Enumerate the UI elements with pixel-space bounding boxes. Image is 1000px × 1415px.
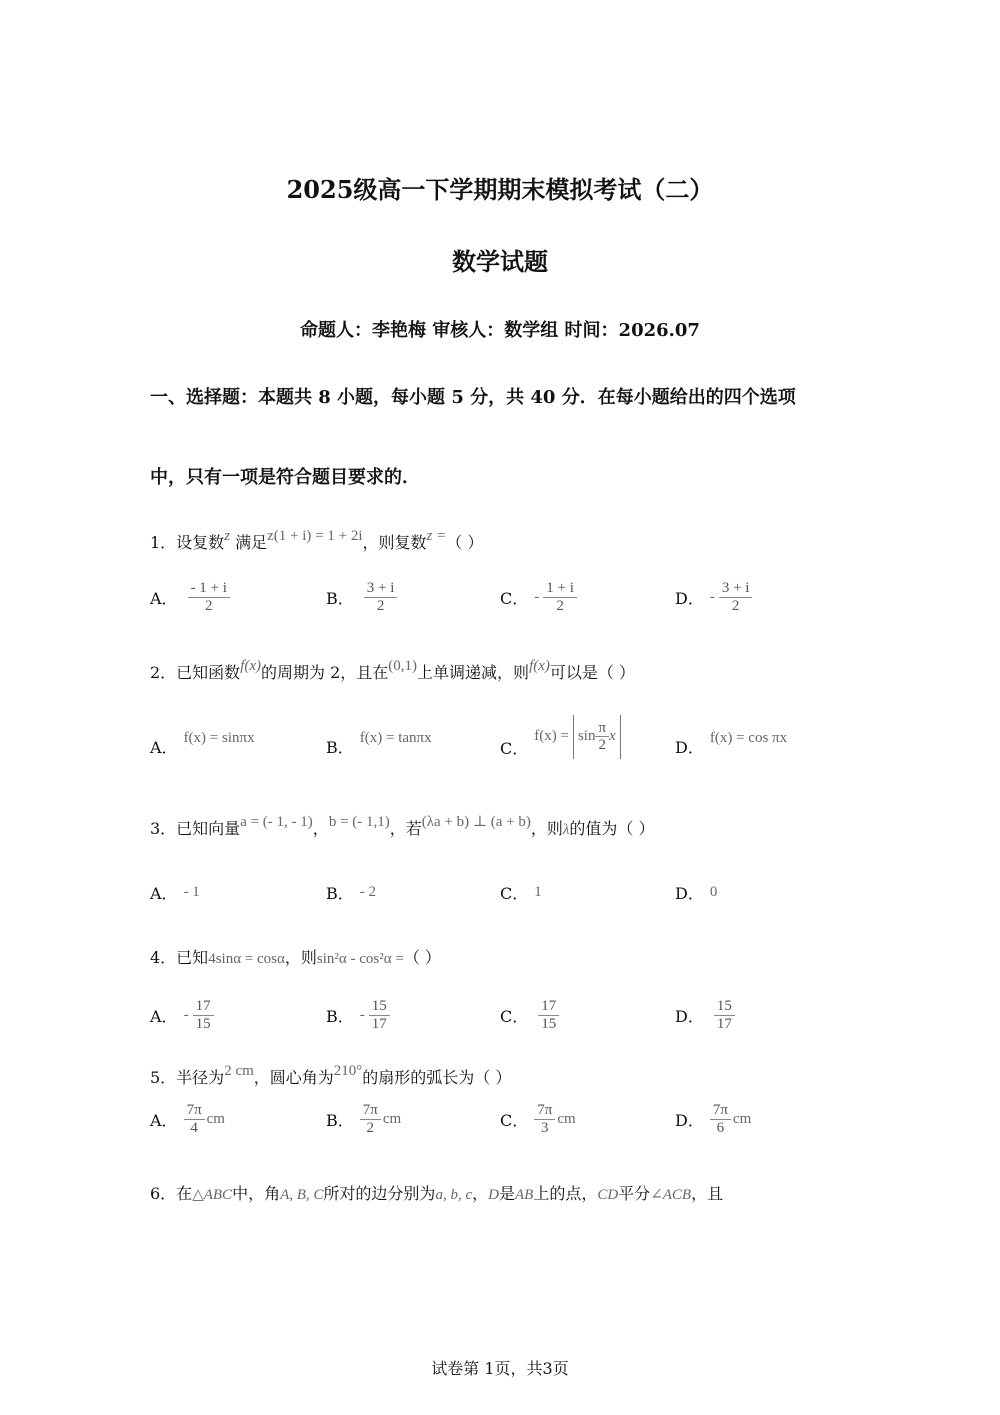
q4-option-c xyxy=(500,998,559,1032)
option-label: B． xyxy=(326,1110,354,1130)
fraction-denominator: 15 xyxy=(541,1015,557,1032)
q1-var-z-eq: z = xyxy=(426,528,447,544)
option-label: C． xyxy=(500,739,529,758)
q3-vector-a: a = (- 1, - 1) xyxy=(240,814,313,830)
q1-var-z: z xyxy=(224,528,231,544)
q1-option-d xyxy=(675,580,752,614)
q6-angle-acb: ∠ACB xyxy=(650,1187,692,1203)
var-x: x xyxy=(609,728,616,744)
q5-text: ，圆心角为 xyxy=(253,1068,334,1087)
fraction-numerator: 15 xyxy=(369,998,390,1016)
q2-option-b xyxy=(326,730,432,758)
q6-sides: a, b, c xyxy=(435,1187,473,1203)
option-label: D． xyxy=(675,1006,704,1026)
q2-text: 上单调递减，则 xyxy=(417,663,530,682)
fraction xyxy=(595,720,609,754)
option-expression: f(x) = xyxy=(534,728,569,744)
q1-option-c xyxy=(500,580,577,614)
q4-condition: 4sinα = cosα xyxy=(208,951,285,967)
fraction-numerator: - 1 + i xyxy=(188,580,230,598)
q3-text: 3．已知向量 xyxy=(150,819,241,838)
fraction-numerator: 17 xyxy=(193,998,214,1016)
option-unit: cm xyxy=(206,1110,225,1127)
option-label: B． xyxy=(326,588,354,608)
exam-meta: 命题人：李艳梅 审核人：数学组 时间：2026.07 xyxy=(300,320,700,341)
q5-angle: 210° xyxy=(333,1063,363,1079)
fraction-denominator: 4 xyxy=(190,1119,198,1136)
fraction-denominator: 3 xyxy=(541,1119,549,1136)
fraction xyxy=(360,1102,381,1136)
q4-text: 4．已知 xyxy=(150,948,209,967)
option-label: D． xyxy=(675,884,704,903)
option-label: A． xyxy=(150,588,178,608)
fraction xyxy=(719,580,753,614)
q3-option-d xyxy=(675,881,717,904)
fraction xyxy=(543,580,577,614)
q5-option-c xyxy=(500,1102,576,1136)
q3-option-c xyxy=(500,881,542,904)
q1-text: 1．设复数 xyxy=(150,533,225,552)
q3-lambda: λ xyxy=(562,822,570,838)
option-label: D． xyxy=(675,1110,704,1130)
question-2 xyxy=(150,660,635,683)
q2-interval: (0,1) xyxy=(388,658,418,674)
q3-condition: (λa + b) ⊥ (a + b) xyxy=(421,814,531,830)
fraction xyxy=(710,1102,731,1136)
fraction-numerator: 17 xyxy=(538,998,559,1016)
fraction-denominator: 2 xyxy=(205,597,213,614)
q5-text: 5．半径为 xyxy=(150,1068,225,1087)
option-label: A． xyxy=(150,738,178,757)
q2-blank: 可以是（ ） xyxy=(549,663,635,682)
question-4 xyxy=(150,945,441,968)
section-heading-line1: 一、选择题：本题共 8 小题，每小题 5 分，共 40 分．在每小题给出的四个选项 xyxy=(150,387,796,408)
fraction-numerator: 7π xyxy=(184,1102,205,1120)
question-3 xyxy=(150,816,655,839)
option-label: A． xyxy=(150,1006,178,1026)
q6-text: 平分 xyxy=(618,1184,651,1203)
option-label: C． xyxy=(500,884,529,903)
q2-text: 2．已知函数 xyxy=(150,663,241,682)
q6-text: ， xyxy=(472,1184,489,1203)
fraction xyxy=(534,1102,555,1136)
option-label: A． xyxy=(150,1110,178,1130)
q4-option-a xyxy=(150,998,214,1032)
q2-function: f(x) xyxy=(240,658,262,674)
fraction-denominator: 2 xyxy=(556,597,564,614)
q6-segment-ab: AB xyxy=(514,1187,534,1203)
q6-angles: A, B, C xyxy=(280,1187,324,1203)
page-footer: 试卷第 1页，共3页 xyxy=(431,1359,569,1378)
fraction-numerator: 3 + i xyxy=(364,580,398,598)
option-value: - 1 xyxy=(183,884,200,900)
option-label: B． xyxy=(326,884,354,903)
section-heading-line2: 中，只有一项是符合题目要求的． xyxy=(150,467,420,488)
option-label: C． xyxy=(500,1006,529,1026)
option-unit: cm xyxy=(382,1110,402,1127)
q2-text: 的周期为 2，且在 xyxy=(261,663,389,682)
option-value: - 2 xyxy=(359,884,377,900)
question-1 xyxy=(150,530,483,553)
q3-option-b xyxy=(326,881,376,904)
q5-option-d xyxy=(675,1102,751,1136)
fraction-numerator: 7π xyxy=(360,1102,381,1120)
q3-vector-b: b = (- 1,1) xyxy=(328,814,390,830)
option-label: C． xyxy=(500,1110,529,1130)
q5-radius: 2 cm xyxy=(224,1063,254,1079)
option-value: 1 xyxy=(534,884,542,900)
q6-text: 6．在 xyxy=(150,1184,193,1203)
q4-blank: （ ） xyxy=(403,948,441,967)
q2-option-a xyxy=(150,730,255,758)
option-sign: - xyxy=(183,1006,189,1023)
option-label: A． xyxy=(150,884,178,903)
q3-blank: 的值为（ ） xyxy=(569,819,655,838)
exam-subtitle: 数学试题 xyxy=(452,247,548,276)
fraction-denominator: 6 xyxy=(716,1119,725,1136)
q4-expression: sin²α - cos²α = xyxy=(316,951,404,967)
q2-function: f(x) xyxy=(529,658,550,674)
fraction xyxy=(369,998,390,1032)
fraction-denominator: 2 xyxy=(598,737,606,753)
sin-fn: sin xyxy=(577,728,596,744)
q3-text: ，若 xyxy=(389,819,422,838)
q4-text: ，则 xyxy=(284,948,317,967)
absolute-value xyxy=(573,715,621,759)
fraction xyxy=(188,580,230,614)
option-sign: - xyxy=(359,1006,365,1023)
fraction xyxy=(184,1102,205,1136)
option-expression: f(x) = cos πx xyxy=(709,730,788,746)
q5-option-b xyxy=(326,1102,401,1136)
fraction-denominator: 15 xyxy=(195,1015,211,1032)
option-sign: - xyxy=(534,588,540,605)
q1-option-b xyxy=(326,580,397,614)
q1-text: ，则复数 xyxy=(362,533,427,552)
option-sign: - xyxy=(709,588,715,605)
q6-segment-cd: CD xyxy=(597,1187,619,1203)
option-expression: f(x) = sinπx xyxy=(183,730,255,746)
q3-text: ，则 xyxy=(530,819,563,838)
fraction-numerator: π xyxy=(595,720,609,738)
q1-blank: （ ） xyxy=(446,533,484,552)
option-unit: cm xyxy=(557,1110,576,1127)
option-value: 0 xyxy=(709,884,718,900)
q2-option-d xyxy=(675,730,788,758)
q5-option-a xyxy=(150,1102,225,1136)
q6-text: ，且 xyxy=(691,1184,724,1203)
q4-option-b xyxy=(326,998,390,1032)
option-label: D． xyxy=(675,738,704,757)
fraction-denominator: 17 xyxy=(716,1015,732,1032)
q3-option-a xyxy=(150,881,200,904)
q1-condition: z(1 + i) = 1 + 2i xyxy=(267,528,363,544)
q6-text: 上的点， xyxy=(533,1184,598,1203)
q6-text: 所对的边分别为 xyxy=(323,1184,436,1203)
fraction-numerator: 7π xyxy=(534,1102,555,1120)
fraction xyxy=(538,998,559,1032)
fraction-numerator: 1 + i xyxy=(543,580,577,598)
q6-point-d: D xyxy=(488,1187,499,1203)
option-unit: cm xyxy=(732,1110,752,1127)
q6-triangle: △ABC xyxy=(192,1187,233,1203)
q6-text: 是 xyxy=(498,1184,515,1203)
fraction-numerator: 7π xyxy=(710,1102,731,1120)
fraction xyxy=(714,998,735,1032)
fraction xyxy=(193,998,214,1032)
fraction-denominator: 17 xyxy=(371,1015,387,1032)
q5-blank: 的扇形的弧长为（ ） xyxy=(362,1068,512,1087)
option-label: D． xyxy=(675,588,704,608)
fraction-denominator: 2 xyxy=(376,597,385,614)
q3-text: ， xyxy=(312,819,329,838)
fraction-denominator: 2 xyxy=(366,1119,375,1136)
q1-text: 满足 xyxy=(235,533,268,552)
q1-option-a xyxy=(150,580,230,614)
question-6 xyxy=(150,1181,723,1204)
option-expression: f(x) = tanπx xyxy=(359,730,432,746)
fraction-numerator: 3 + i xyxy=(719,580,753,598)
option-label: B． xyxy=(326,1006,354,1026)
exam-title: 2025级高一下学期期末模拟考试（二） xyxy=(286,175,714,204)
fraction xyxy=(364,580,398,614)
fraction-denominator: 2 xyxy=(731,597,740,614)
option-label: C． xyxy=(500,588,529,608)
q2-option-c xyxy=(500,714,621,759)
q4-option-d xyxy=(675,998,735,1032)
fraction-numerator: 15 xyxy=(714,998,735,1016)
q6-text: 中，角 xyxy=(232,1184,281,1203)
option-label: B． xyxy=(326,738,354,757)
question-5 xyxy=(150,1065,511,1088)
